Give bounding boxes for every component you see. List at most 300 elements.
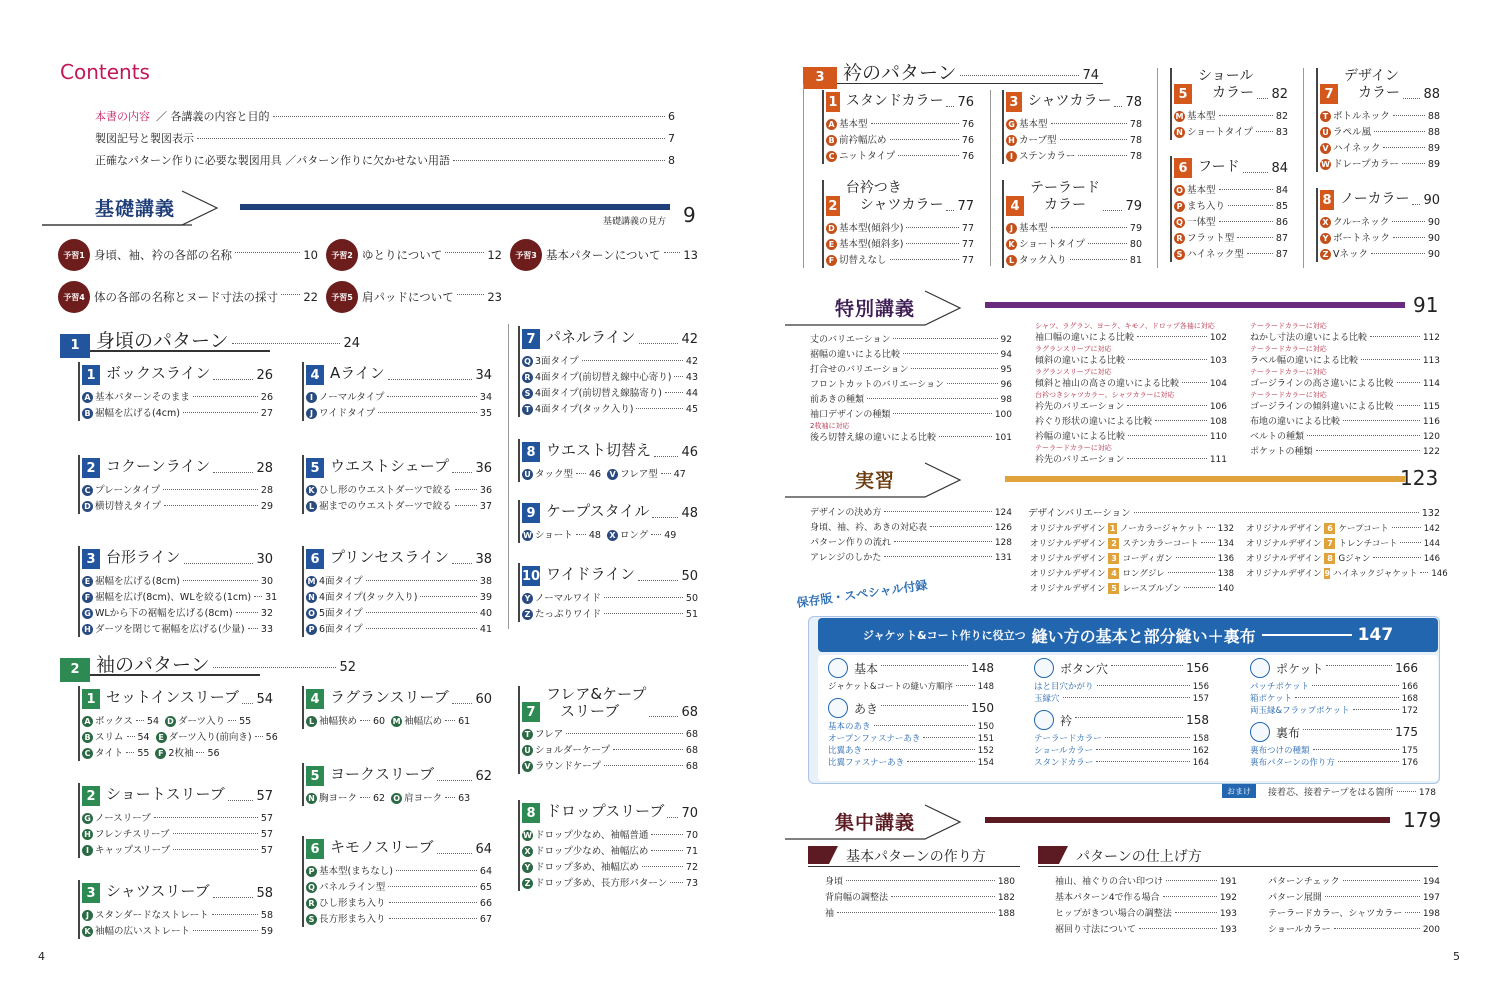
subsection-title[interactable] [306, 546, 492, 567]
subsection-rule [302, 362, 304, 421]
subsection-number: 2 [82, 786, 100, 806]
subsection-title[interactable] [522, 563, 698, 584]
kiso-sub: 基礎講義の見方 [603, 217, 667, 227]
subsection-title[interactable] [82, 546, 273, 567]
subsection-title[interactable] [1174, 68, 1288, 102]
toc-item[interactable] [522, 827, 698, 843]
subsection-title[interactable] [522, 800, 698, 821]
od-number: 8 [1324, 553, 1335, 564]
toc-entry[interactable] [1250, 414, 1440, 429]
toc-item[interactable] [522, 726, 698, 742]
toc-item[interactable] [1174, 214, 1288, 230]
subsection-rule [518, 800, 520, 891]
toc-item[interactable] [1174, 108, 1288, 124]
toc-item-pair[interactable] [306, 713, 492, 729]
item-page: 43 [685, 372, 698, 383]
original-design-item[interactable] [1246, 567, 1448, 582]
item-label: 一体型 [1187, 217, 1216, 228]
sewing-block-title[interactable] [1034, 710, 1209, 730]
item-page: 90 [1427, 217, 1440, 228]
subsection-number: 6 [1174, 158, 1192, 178]
toc-entry[interactable] [1035, 414, 1227, 429]
subsection-title[interactable] [82, 783, 273, 804]
subsection-number: 1 [82, 365, 100, 385]
toc-item[interactable] [1320, 156, 1440, 172]
col-divider [990, 90, 991, 266]
toc-item[interactable] [306, 389, 492, 405]
original-design-item[interactable] [1030, 582, 1234, 597]
entry-note: テーラードカラーに対応 [1250, 345, 1327, 353]
od-page: 134 [1217, 539, 1234, 549]
toc-item[interactable] [522, 385, 698, 401]
item-label: 基本型(傾斜少) [839, 223, 904, 234]
toc-entry[interactable] [810, 520, 1012, 535]
item-page: 51 [685, 609, 698, 620]
toc-item-pair[interactable] [82, 729, 278, 745]
subsection-title[interactable] [1006, 90, 1142, 110]
sewing-icon [828, 658, 848, 678]
sewing-item[interactable] [828, 720, 994, 732]
subsection-page: 62 [475, 769, 492, 784]
toc-item[interactable] [826, 220, 974, 236]
toc-item[interactable] [82, 923, 273, 939]
sewing-item-label: 箱ポケット [1250, 694, 1293, 704]
toc-item-pair[interactable] [306, 790, 492, 806]
item-page: 84 [1275, 185, 1288, 196]
toc-item[interactable] [82, 842, 273, 858]
tokubetsu-page: 91 [1413, 293, 1439, 317]
sewing-item-page: 156 [1192, 682, 1209, 692]
toc-item[interactable] [1006, 236, 1142, 252]
subsection-label: ノーカラー [1340, 191, 1410, 207]
toc-item[interactable] [1320, 140, 1440, 156]
item-label: 胸ヨーク [319, 793, 358, 804]
subsection-number: 5 [306, 458, 324, 478]
entry-label: 打合せのバリエーション [810, 365, 909, 375]
item-page: 72 [685, 862, 698, 873]
subsection [78, 455, 273, 514]
item-label: Vネック [1333, 249, 1368, 260]
item-page: 56 [207, 748, 220, 759]
toc-item[interactable] [306, 863, 492, 879]
toc-entry[interactable] [1055, 890, 1237, 906]
yoshu-3[interactable]: 予習3 基本パターンについて 13 [510, 239, 698, 271]
toc-entry[interactable] [1055, 906, 1237, 922]
yoshu-2[interactable]: 予習2 ゆとりについて 12 [326, 239, 502, 271]
toc-entry[interactable] [1268, 874, 1440, 890]
toc-item[interactable] [306, 482, 492, 498]
item-label: ノーマルワイド [535, 593, 601, 604]
sewing-item[interactable] [1034, 732, 1209, 744]
subsection-title[interactable] [522, 439, 698, 460]
od-page: 136 [1217, 554, 1234, 564]
intro-row[interactable]: 製図記号と製図表示 7 [95, 132, 675, 145]
toc-entry[interactable] [810, 392, 1012, 407]
sewing-block-title[interactable] [1250, 658, 1418, 678]
subsection-label: ワイドライン [546, 565, 636, 583]
item-page: 33 [260, 624, 273, 635]
item-label: 裾幅を広げ(8cm)、WLを絞る(1cm) [95, 592, 252, 603]
sewing-block-title[interactable] [1250, 722, 1418, 742]
item-label: スタンダードなストレート [95, 910, 209, 921]
letter-mark: D [826, 223, 837, 234]
sewing-item[interactable] [1250, 704, 1418, 716]
letter-mark: O [306, 608, 317, 619]
toc-entry[interactable] [1250, 429, 1440, 444]
toc-item[interactable] [82, 389, 273, 405]
toc-entry[interactable] [1035, 429, 1227, 444]
original-design-item[interactable] [1246, 537, 1440, 552]
letter-mark: W [523, 531, 532, 540]
sewing-title: ボタン穴 [1060, 661, 1109, 676]
toc-entry[interactable] [810, 332, 1012, 347]
sewing-item[interactable] [1034, 692, 1209, 704]
toc-item[interactable] [1174, 198, 1288, 214]
toc-item[interactable] [82, 907, 273, 923]
toc-item[interactable] [522, 758, 698, 774]
item-page: 34 [479, 392, 492, 403]
subsection-title[interactable] [306, 362, 492, 383]
yoshu-1[interactable]: 予習1 身頃、袖、衿の各部の名称 10 [58, 239, 318, 271]
toc-entry[interactable] [1268, 890, 1440, 906]
subsection-rule [518, 326, 520, 417]
entry-note: テーラードカラーに対応 [1250, 391, 1327, 399]
toc-item-pair[interactable] [522, 466, 698, 482]
item-label: 袖幅狭め [319, 716, 358, 727]
toc-entry[interactable] [1035, 368, 1227, 391]
toc-entry[interactable] [810, 505, 1012, 520]
col-divider [508, 324, 509, 629]
subsection-page: 88 [1423, 87, 1440, 102]
special-header[interactable]: ジャケット&コート作りに役立つ 縫い方の基本と部分縫い＋裏布 147 [818, 618, 1438, 652]
subsection-title[interactable] [1174, 156, 1288, 176]
col-divider [1303, 68, 1304, 268]
item-page: 88 [1427, 127, 1440, 138]
s3-title[interactable]: 3 衿のパターン 74 [803, 58, 1099, 87]
yoshu-4[interactable]: 予習4 体の各部の名称とヌード寸法の採寸 22 [58, 281, 318, 313]
subsection-page: 84 [1271, 161, 1288, 176]
toc-item[interactable] [1320, 214, 1440, 230]
item-label: 3面タイプ [535, 356, 579, 367]
toc-entry[interactable] [1035, 345, 1227, 368]
letter-mark: H [1006, 135, 1017, 146]
toc-item-pair[interactable] [82, 713, 273, 729]
subsection-rule [518, 686, 520, 774]
toc-item[interactable] [82, 810, 273, 826]
intro-row[interactable]: 正確なパターン作りに必要な製図用具 ／パターン作りに欠かせない用語 8 [95, 154, 675, 167]
letter-mark: M [1175, 112, 1184, 121]
item-label: ボトルネック [1333, 111, 1390, 122]
item-label: ドレープカラー [1333, 159, 1399, 170]
entry-page: 200 [1422, 925, 1440, 935]
toc-entry[interactable] [825, 890, 1015, 906]
sewing-page: 150 [971, 701, 994, 715]
od-number: 1 [1109, 524, 1116, 533]
toc-entry[interactable] [1250, 345, 1440, 368]
sewing-item[interactable] [828, 744, 994, 756]
sewing-item[interactable] [828, 732, 994, 744]
toc-item[interactable] [522, 875, 698, 891]
original-design-item[interactable] [1030, 522, 1234, 537]
original-design-item[interactable] [1246, 552, 1440, 567]
s3-col2 [1002, 90, 1142, 268]
subsection-title[interactable] [82, 362, 273, 383]
toc-item[interactable] [82, 826, 273, 842]
toc-item[interactable] [522, 859, 698, 875]
toc-item[interactable] [1320, 230, 1440, 246]
subsection-rule [822, 180, 824, 268]
toc-entry[interactable] [1250, 368, 1440, 391]
item-label: ラペル風 [1333, 127, 1372, 138]
subsection-title[interactable] [1320, 188, 1440, 208]
letter-mark: T [522, 404, 533, 415]
od-page: 138 [1217, 569, 1234, 579]
toc-item-pair[interactable] [522, 527, 698, 543]
s1-col3 [518, 326, 698, 622]
sewing-item-page: 157 [1192, 694, 1209, 704]
toc-item[interactable] [1006, 148, 1142, 164]
sewing-block-title[interactable] [828, 698, 994, 718]
subsection-page: 64 [475, 842, 492, 857]
s1-title[interactable]: 1 身頃のパターン 24 [60, 326, 360, 356]
toc-item[interactable] [522, 590, 698, 606]
entry-note: テーラードカラーに対応 [1250, 322, 1327, 330]
toc-item[interactable] [82, 605, 273, 621]
intro-row[interactable]: 本書の内容 ／ 各講義の内容と目的 6 [95, 110, 675, 123]
toc-entry[interactable] [1035, 322, 1227, 345]
subsection-title[interactable] [306, 836, 492, 857]
toc-item[interactable] [82, 589, 278, 605]
toc-item[interactable] [306, 589, 492, 605]
subsection-label: セットインスリーブ [106, 688, 240, 706]
toc-entry[interactable] [1035, 444, 1227, 467]
subsection [518, 686, 698, 774]
item-page: 57 [260, 813, 273, 824]
subsection [78, 783, 273, 858]
toc-entry[interactable] [810, 377, 1012, 392]
toc-item[interactable] [1320, 108, 1440, 124]
subsection-title[interactable] [306, 455, 492, 476]
subsection-title[interactable] [522, 500, 698, 521]
toc-item[interactable] [522, 606, 698, 622]
yoshu-5[interactable]: 予習5 肩パッドについて 23 [326, 281, 502, 313]
entry-page: 112 [1422, 333, 1440, 343]
toc-item[interactable] [306, 405, 492, 421]
toc-entry[interactable] [810, 550, 1012, 565]
od-label: オリジナルデザイン [1030, 554, 1106, 564]
toc-item[interactable] [522, 401, 698, 417]
toc-item[interactable] [82, 621, 273, 637]
item-page: 61 [458, 716, 471, 727]
subsection-number: 4 [306, 365, 324, 385]
letter-mark: P [306, 624, 317, 635]
toc-item[interactable] [306, 498, 492, 514]
subsection-title[interactable] [82, 880, 273, 901]
toc-item[interactable] [1006, 116, 1142, 132]
toc-item[interactable] [522, 742, 698, 758]
toc-entry[interactable] [825, 906, 1015, 922]
toc-item[interactable] [1174, 246, 1288, 262]
item-label: 基本型(まちなし) [319, 866, 393, 877]
sewing-item-label: 玉縁穴 [1034, 694, 1060, 704]
sewing-item[interactable] [828, 680, 994, 692]
sewing-block-title[interactable] [1034, 658, 1209, 678]
toc-item[interactable] [826, 252, 974, 268]
subsection [78, 362, 273, 421]
toc-entry[interactable] [1268, 906, 1440, 922]
toc-item[interactable] [826, 132, 974, 148]
item-label: ダーツ入り [178, 716, 226, 727]
od-label: オリジナルデザイン [1246, 539, 1322, 549]
subsection-title[interactable] [306, 686, 492, 707]
od-number: 7 [1324, 538, 1335, 549]
sewing-item-label: 基本のあき [828, 722, 871, 732]
subsection-label: ドロップスリーブ [546, 802, 665, 820]
subsection-title[interactable] [82, 686, 273, 707]
toc-item[interactable] [1174, 230, 1288, 246]
tokubetsu-col3 [1250, 322, 1440, 459]
sewing-page: 158 [1186, 713, 1209, 727]
sewing-block-title[interactable] [828, 658, 994, 678]
toc-item[interactable] [826, 148, 974, 164]
toc-item[interactable] [306, 621, 492, 637]
toc-item-pair[interactable] [82, 745, 273, 761]
subsection-title[interactable] [522, 326, 698, 347]
item-page: 56 [265, 732, 278, 743]
sewing-block [1034, 658, 1209, 704]
letter-mark: U [522, 745, 533, 756]
subsection-title[interactable] [306, 763, 492, 784]
toc-entry[interactable] [810, 422, 1012, 445]
toc-item[interactable] [306, 895, 492, 911]
toc-item[interactable] [522, 353, 698, 369]
toc-item[interactable] [522, 369, 698, 385]
toc-entry[interactable] [1035, 391, 1227, 414]
item-label: ロング [619, 530, 649, 541]
toc-entry[interactable] [1250, 322, 1440, 345]
toc-item[interactable] [306, 879, 492, 895]
sewing-item[interactable] [1250, 744, 1418, 756]
item-label: 5面タイプ [319, 608, 363, 619]
item-label: ラウンドケープ [535, 761, 601, 772]
col-divider [1157, 68, 1158, 268]
letter-mark: J [306, 408, 317, 419]
toc-entry[interactable] [1055, 922, 1237, 938]
design-variation[interactable]: デザインバリエーション 132 [1028, 508, 1440, 519]
omake-row[interactable]: 接着芯、接着テープをはる箇所 178 [1268, 788, 1436, 798]
toc-entry[interactable] [1268, 922, 1440, 938]
toc-entry[interactable] [825, 874, 1015, 890]
shuchu-h1-rule [808, 866, 1020, 867]
toc-item[interactable] [82, 498, 273, 514]
toc-item[interactable] [1320, 124, 1440, 140]
original-design-item[interactable] [1030, 537, 1234, 552]
toc-entry[interactable] [810, 347, 1012, 362]
item-page: 29 [260, 501, 273, 512]
toc-item[interactable] [1006, 220, 1142, 236]
original-design-item[interactable] [1030, 552, 1234, 567]
toc-item[interactable] [522, 843, 698, 859]
sewing-item[interactable] [828, 756, 994, 768]
toc-item[interactable] [1006, 132, 1142, 148]
jisshu-title: 実習 [854, 469, 895, 492]
od-number: 6 [1324, 523, 1335, 534]
item-page: 40 [479, 608, 492, 619]
letter-mark: J [1006, 223, 1017, 234]
subsection-title[interactable] [826, 180, 974, 214]
entry-page: 101 [994, 433, 1012, 443]
s2-title[interactable]: 2 袖のパターン 52 [60, 650, 356, 680]
toc-item[interactable] [82, 573, 273, 589]
subsection-title[interactable] [1320, 68, 1440, 102]
toc-entry[interactable] [1250, 391, 1440, 414]
toc-entry[interactable] [810, 362, 1012, 377]
item-page: 78 [1129, 151, 1142, 162]
toc-entry[interactable] [1250, 444, 1440, 459]
item-label: フラット型 [1187, 233, 1235, 244]
letter-mark: U [522, 469, 533, 480]
subsection-title[interactable] [1006, 180, 1142, 214]
toc-item[interactable] [306, 911, 492, 927]
sewing-item[interactable] [1250, 680, 1418, 692]
toc-item[interactable] [1006, 252, 1142, 268]
toc-entry[interactable] [810, 535, 1012, 550]
sewing-item[interactable] [1034, 680, 1209, 692]
item-label: フレア [535, 729, 564, 740]
toc-item[interactable] [1174, 124, 1288, 140]
subsection [78, 686, 278, 761]
sewing-item-page: 175 [1401, 746, 1418, 756]
toc-item[interactable] [306, 605, 492, 621]
sewing-item[interactable] [1250, 692, 1418, 704]
omake-tag: おまけ [1222, 784, 1256, 798]
entry-label: フロントカットのバリエーション [810, 380, 945, 390]
sewing-item[interactable] [1034, 756, 1209, 768]
sewing-item[interactable] [1250, 756, 1418, 768]
toc-item[interactable] [826, 116, 974, 132]
entry-page: 128 [994, 538, 1012, 548]
toc-item[interactable] [1174, 182, 1288, 198]
letter-mark: V [522, 761, 533, 772]
toc-entry[interactable] [1055, 874, 1237, 890]
letter-mark: N [306, 793, 317, 804]
original-design-item[interactable] [1246, 522, 1440, 537]
item-label: タイト [95, 748, 124, 759]
subsection [518, 326, 698, 417]
toc-item[interactable] [82, 405, 273, 421]
shuchu-h2-mark [1038, 846, 1068, 864]
entry-label: パターンチェック [1268, 877, 1340, 887]
toc-item[interactable] [82, 482, 273, 498]
original-design-item[interactable] [1030, 567, 1234, 582]
od-label: オリジナルデザイン [1030, 584, 1106, 594]
toc-item[interactable] [826, 236, 974, 252]
subsection-title[interactable] [82, 455, 273, 476]
shuchu-bar [985, 817, 1390, 823]
item-page: 30 [260, 576, 273, 587]
item-page: 55 [137, 748, 150, 759]
letter-mark: S [1174, 249, 1185, 260]
sewing-item[interactable] [1034, 744, 1209, 756]
item-label: クルーネック [1333, 217, 1390, 228]
toc-entry[interactable] [810, 407, 1012, 422]
toc-item[interactable] [306, 573, 492, 589]
entry-page: 116 [1422, 417, 1440, 427]
toc-item[interactable] [1320, 246, 1440, 262]
letter-mark: B [82, 732, 93, 743]
subsection-title[interactable] [522, 686, 698, 720]
subsection-title[interactable] [826, 90, 974, 110]
